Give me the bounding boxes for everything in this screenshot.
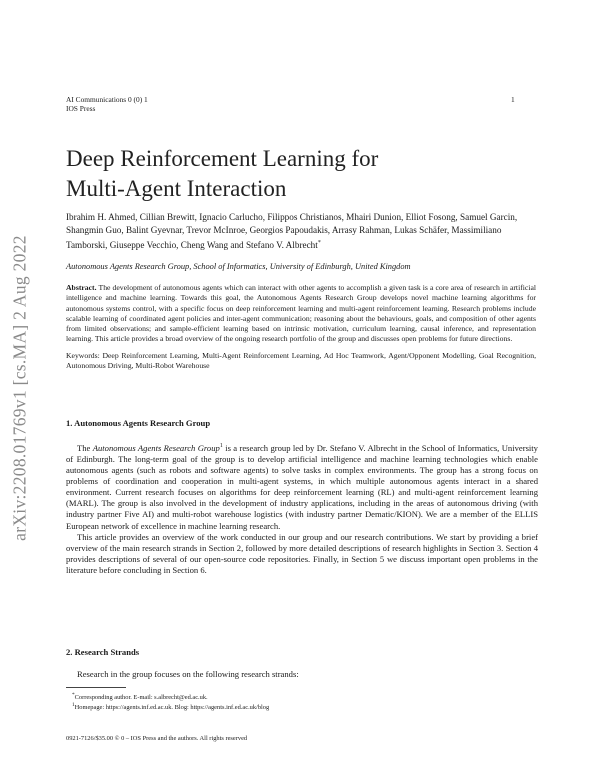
group-name-italic: Autonomous Agents Research Group: [92, 442, 220, 453]
p1-lead: The: [77, 442, 93, 453]
paper-title: [66, 144, 378, 204]
section-1-paragraph-1: [66, 441, 538, 532]
footnote-1-mark: *: [72, 692, 75, 698]
footnote-2-text: Homepage: https://agents.inf.ed.ac.uk. Blog: https://agents.inf.ed.ac.uk/blog: [74, 704, 270, 712]
footnote-1-text: Corresponding author. E-mail: s.albrecht@ed.ac.uk.: [74, 694, 208, 702]
abstract-label: Abstract.: [66, 283, 97, 292]
footnote-rule: [66, 687, 126, 688]
page-number: 1: [511, 95, 515, 104]
footnote-2-mark: 1: [72, 702, 75, 708]
section-1-paragraph-2: This article provides an overview of the work conducted in our group and our research contributions. We start by providing a brief overview of the main research strands in Section 2, followed by more detailed descriptions of research highlights in Section 3. Section 4 provides descriptions of several of our open-source code repositories. Finally, in Section 5 we discuss important open problems in the literature before concluding in Section 6.: [66, 531, 538, 575]
publisher-name: IOS Press: [66, 104, 96, 113]
section-1-heading: 1. Autonomous Agents Research Group: [66, 418, 211, 428]
corresponding-author-mark: *: [317, 240, 321, 246]
abstract: [66, 283, 536, 345]
footnote-2: [72, 701, 269, 712]
arxiv-sidebar: [0, 0, 40, 776]
affiliation: Autonomous Agents Research Group, School of Informatics, University of Edinburgh, United Kingdom: [66, 262, 411, 271]
running-header: [66, 95, 148, 113]
section-2-heading: 2. Research Strands: [66, 647, 140, 657]
title-line-2: Multi-Agent Interaction: [66, 176, 287, 201]
section-2-body: [66, 669, 538, 680]
section-1-body: [66, 441, 538, 576]
journal-name: AI Communications 0 (0) 1: [66, 95, 148, 104]
authors-text: Ibrahim H. Ahmed, Cillian Brewitt, Ignacio Carlucho, Filippos Christianos, Mhairi Dunion, Elliot Fosong, Samuel Garcin, Shangmin Guo, Balint Gyevnar, Trevor McInroe, Georgios Papoudakis, Arrasy Rahman, Lukas Schäfer, Massimiliano Tamborski, Giuseppe Vecchio, Cheng Wang and Stefano V. Albrecht: [66, 212, 518, 251]
p1-text: is a research group led by Dr. Stefano V. Albrecht in the School of Informatics, University of Edinburgh. The long-term goal of the group is to develop artificial intelligence and machine learning technologies which enable autonomous agents (such as robots and software agents) to solve tasks in complex environments. The group has a strong focus on problems of coordination and cooperation in multi-agent systems, in which multiple autonomous agents interact in a shared environment. Current research focuses on algorithms for deep reinforcement learning (RL) and multi-agent reinforcement learning (MARL). The group is also involved in the development of industry applications, including in the areas of autonomous driving (with industry partner Five AI) and multi-robot warehouse logistics (with industry partner Dematic/KION). We are a member of the ELLIS European network of excellence in machine learning research.: [66, 442, 538, 531]
title-line-1: Deep Reinforcement Learning for: [66, 146, 379, 171]
section-2-paragraph-1: Research in the group focuses on the following research strands:: [77, 669, 299, 679]
keywords: Keywords: Deep Reinforcement Learning, Multi-Agent Reinforcement Learning, Ad Hoc Teamwork, Agent/Opponent Modelling, Goal Recognition, Autonomous Driving, Multi-Robot Warehouse: [66, 351, 536, 371]
arxiv-identifier: arXiv:2208.01769v1 [cs.MA] 2 Aug 2022: [9, 235, 30, 541]
copyright-footer: 0921-7126/$35.00 © 0 – IOS Press and the authors. All rights reserved: [66, 735, 248, 742]
footnote-ref-1: 1: [219, 443, 223, 449]
author-list: [66, 211, 536, 252]
abstract-text: The development of autonomous agents which can interact with other agents to accomplish a given task is a core area of research in artificial intelligence and machine learning. Towards this goal, the Autonomous Agents Research Group develops novel machine learning algorithms for autonomous systems control, with a specific focus on deep reinforcement learning and multi-agent reinforcement learning. Research problems include scalable learning of coordinated agent policies and inter-agent communication; reasoning about the behaviours, goals, and composition of other agents from limited observations; and sample-efficient learning based on intrinsic motivation, curriculum learning, causal inference, and representation learning. This article provides a broad overview of the ongoing research portfolio of the group and discusses open problems for future directions.: [66, 283, 536, 344]
